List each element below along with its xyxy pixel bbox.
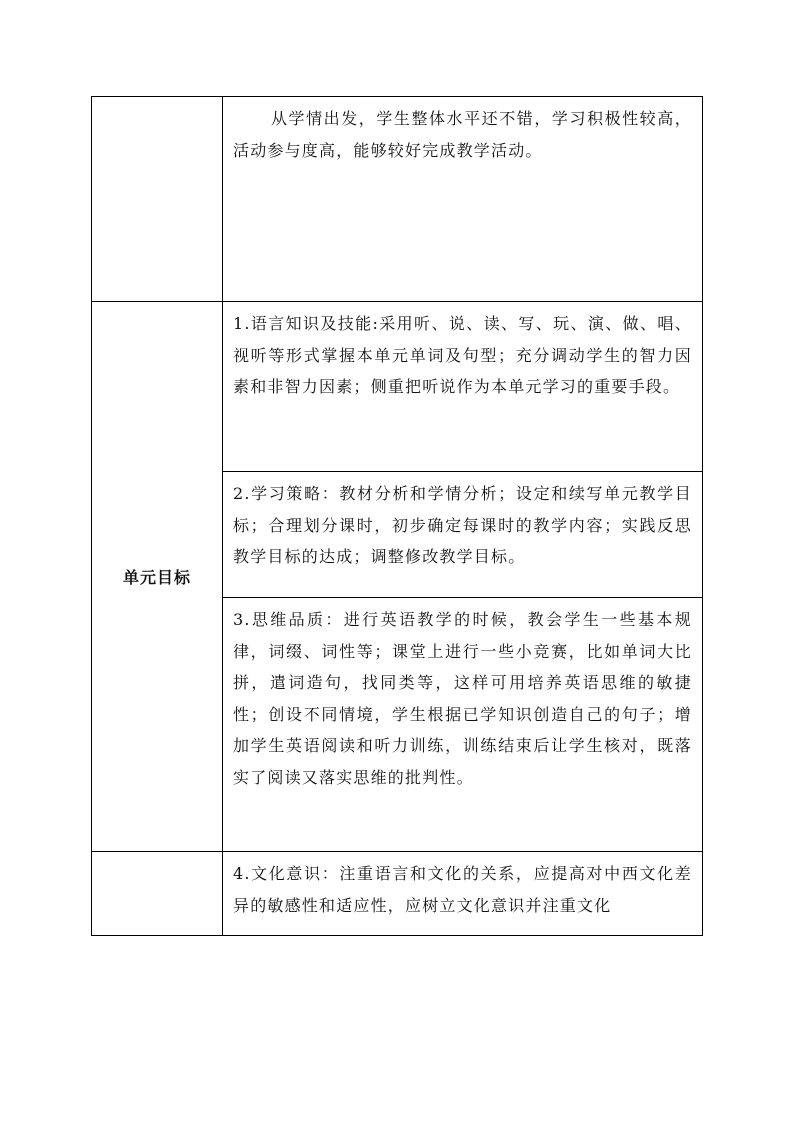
goal-cell-1: [223, 302, 703, 472]
table-row: [92, 852, 703, 936]
goal-cell-2: [223, 472, 703, 598]
empty-label-cell: [92, 97, 223, 302]
learner-analysis-text: 从学情出发，学生整体水平还不错，学习积极性较高，活动参与度高，能够较好完成教学活动。: [233, 109, 692, 160]
unit-goals-label: 单元目标: [92, 302, 223, 852]
table-row: [92, 97, 703, 302]
lesson-plan-table: [91, 96, 703, 936]
goal-cell-3: [223, 598, 703, 852]
goal-text-thinking-quality: 3.思维品质：进行英语教学的时候，教会学生一些基本规律，词缀、词性等；课堂上进行一些小竞赛，比如单词大比拼，遣词造句，找同类等，这样可用培养英语思维的敏捷性；创设不同情境，学生根据已学知识创造自己的句子；增加学生英语阅读和听力训练，训练结束后让学生核对，既落实了阅读又落实思维的批判性。: [233, 610, 692, 787]
goal-cell-4: [223, 852, 703, 936]
learner-analysis-cell: [223, 97, 703, 302]
table-row: [92, 302, 703, 472]
empty-label-cell: [92, 852, 223, 936]
goal-text-language-skills: 1.语言知识及技能:采用听、说、读、写、玩、演、做、唱、视听等形式掌握本单元单词及句型；充分调动学生的智力因素和非智力因素；侧重把听说作为本单元学习的重要手段。: [233, 314, 692, 396]
goal-text-cultural-awareness: 4.文化意识：注重语言和文化的关系，应提高对中西文化差异的敏感性和适应性，应树立文化意识并注重文化: [233, 864, 692, 915]
goal-text-learning-strategy: 2.学习策略：教材分析和学情分析；设定和续写单元教学目标；合理划分课时，初步确定每课时的教学内容；实践反思教学目标的达成；调整修改教学目标。: [233, 484, 692, 566]
